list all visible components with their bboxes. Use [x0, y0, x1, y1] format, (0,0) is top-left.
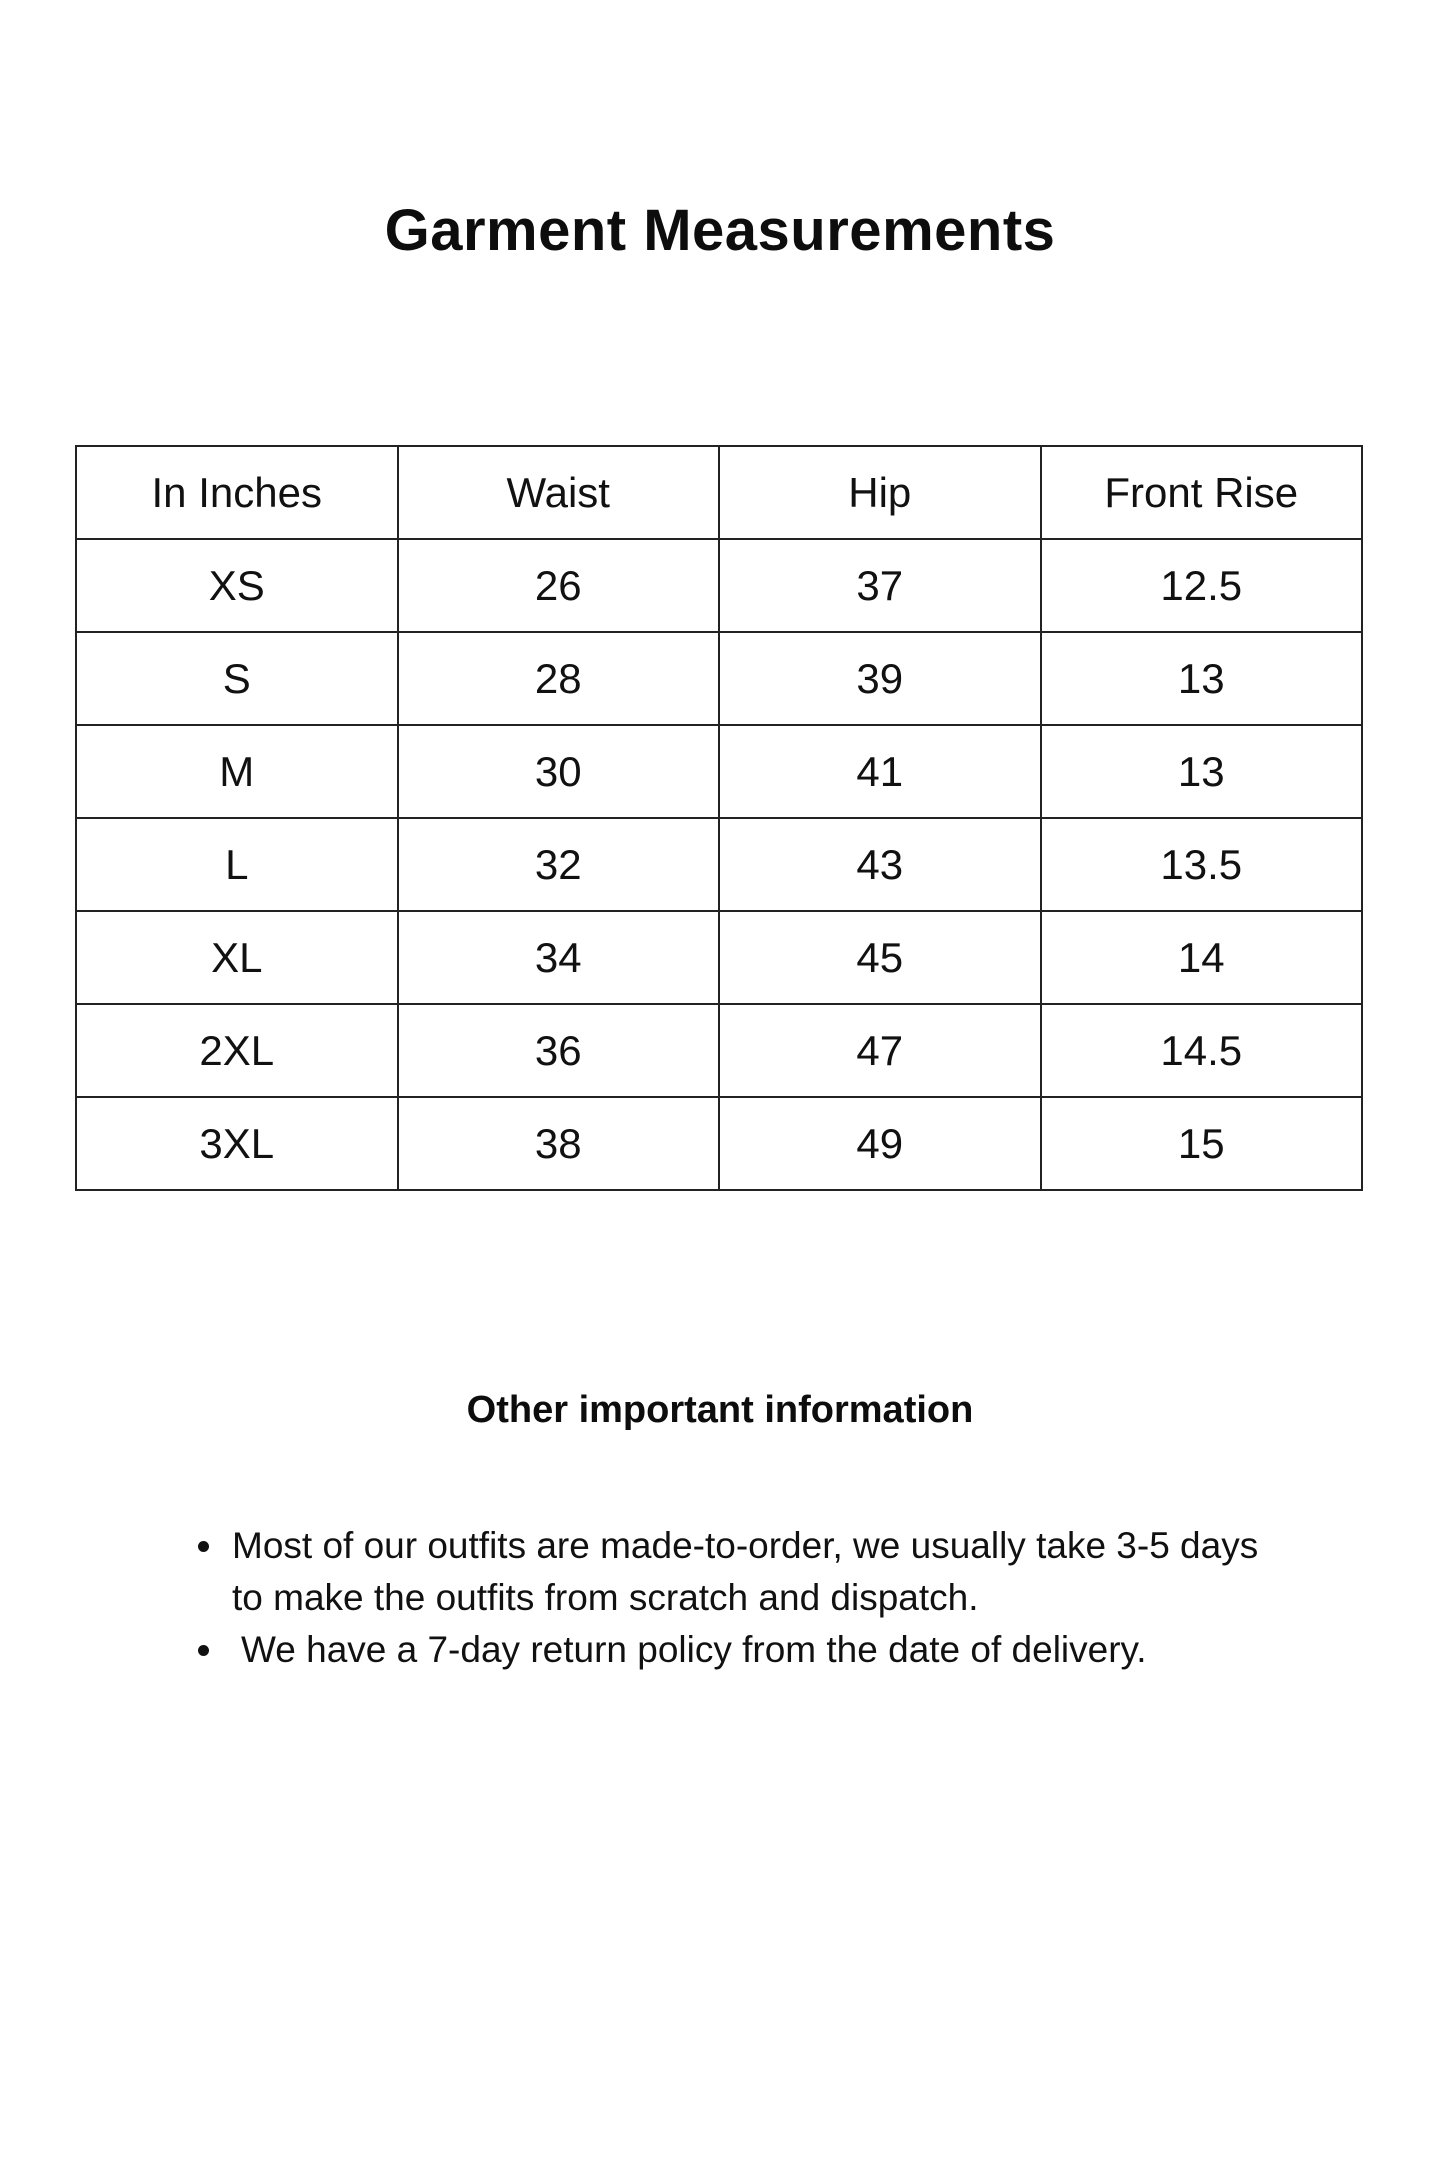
- info-text: Most of our outfits are made-to-order, we usually take 3-5 days to make the outfits from scratch and dispatch.: [232, 1525, 1259, 1618]
- waist-cell: 36: [398, 1004, 720, 1097]
- table-row: [76, 725, 1362, 818]
- table-row: [76, 539, 1362, 632]
- list-item: [232, 1520, 1292, 1624]
- hip-cell: 43: [719, 818, 1041, 911]
- bullet-icon: [198, 1541, 209, 1552]
- size-cell: XL: [76, 911, 398, 1004]
- hip-cell: 47: [719, 1004, 1041, 1097]
- size-cell: XS: [76, 539, 398, 632]
- size-cell: S: [76, 632, 398, 725]
- waist-cell: 32: [398, 818, 720, 911]
- hip-cell: 45: [719, 911, 1041, 1004]
- front-rise-cell: 13: [1041, 632, 1363, 725]
- waist-cell: 38: [398, 1097, 720, 1190]
- hip-cell: 49: [719, 1097, 1041, 1190]
- hip-cell: 41: [719, 725, 1041, 818]
- table-header-row: [76, 446, 1362, 539]
- waist-cell: 28: [398, 632, 720, 725]
- table-row: [76, 1004, 1362, 1097]
- hip-cell: 39: [719, 632, 1041, 725]
- info-heading: Other important information: [466, 1389, 974, 1431]
- front-rise-cell: 15: [1041, 1097, 1363, 1190]
- front-rise-cell: 14: [1041, 911, 1363, 1004]
- table-row: [76, 911, 1362, 1004]
- column-header: Hip: [719, 446, 1041, 539]
- column-header: Front Rise: [1041, 446, 1363, 539]
- table-row: [76, 1097, 1362, 1190]
- size-cell: 3XL: [76, 1097, 398, 1190]
- front-rise-cell: 13: [1041, 725, 1363, 818]
- table-row: [76, 818, 1362, 911]
- hip-cell: 37: [719, 539, 1041, 632]
- column-header: Waist: [398, 446, 720, 539]
- measurement-table: [75, 445, 1363, 1191]
- info-list: [232, 1520, 1292, 1676]
- page-title: Garment Measurements: [384, 198, 1056, 263]
- front-rise-cell: 13.5: [1041, 818, 1363, 911]
- size-cell: M: [76, 725, 398, 818]
- size-cell: 2XL: [76, 1004, 398, 1097]
- bullet-icon: [198, 1645, 209, 1656]
- front-rise-cell: 14.5: [1041, 1004, 1363, 1097]
- waist-cell: 30: [398, 725, 720, 818]
- size-cell: L: [76, 818, 398, 911]
- info-text: We have a 7-day return policy from the date of delivery.: [241, 1629, 1147, 1670]
- table-row: [76, 632, 1362, 725]
- waist-cell: 26: [398, 539, 720, 632]
- waist-cell: 34: [398, 911, 720, 1004]
- front-rise-cell: 12.5: [1041, 539, 1363, 632]
- column-header: In Inches: [76, 446, 398, 539]
- list-item: [232, 1624, 1292, 1676]
